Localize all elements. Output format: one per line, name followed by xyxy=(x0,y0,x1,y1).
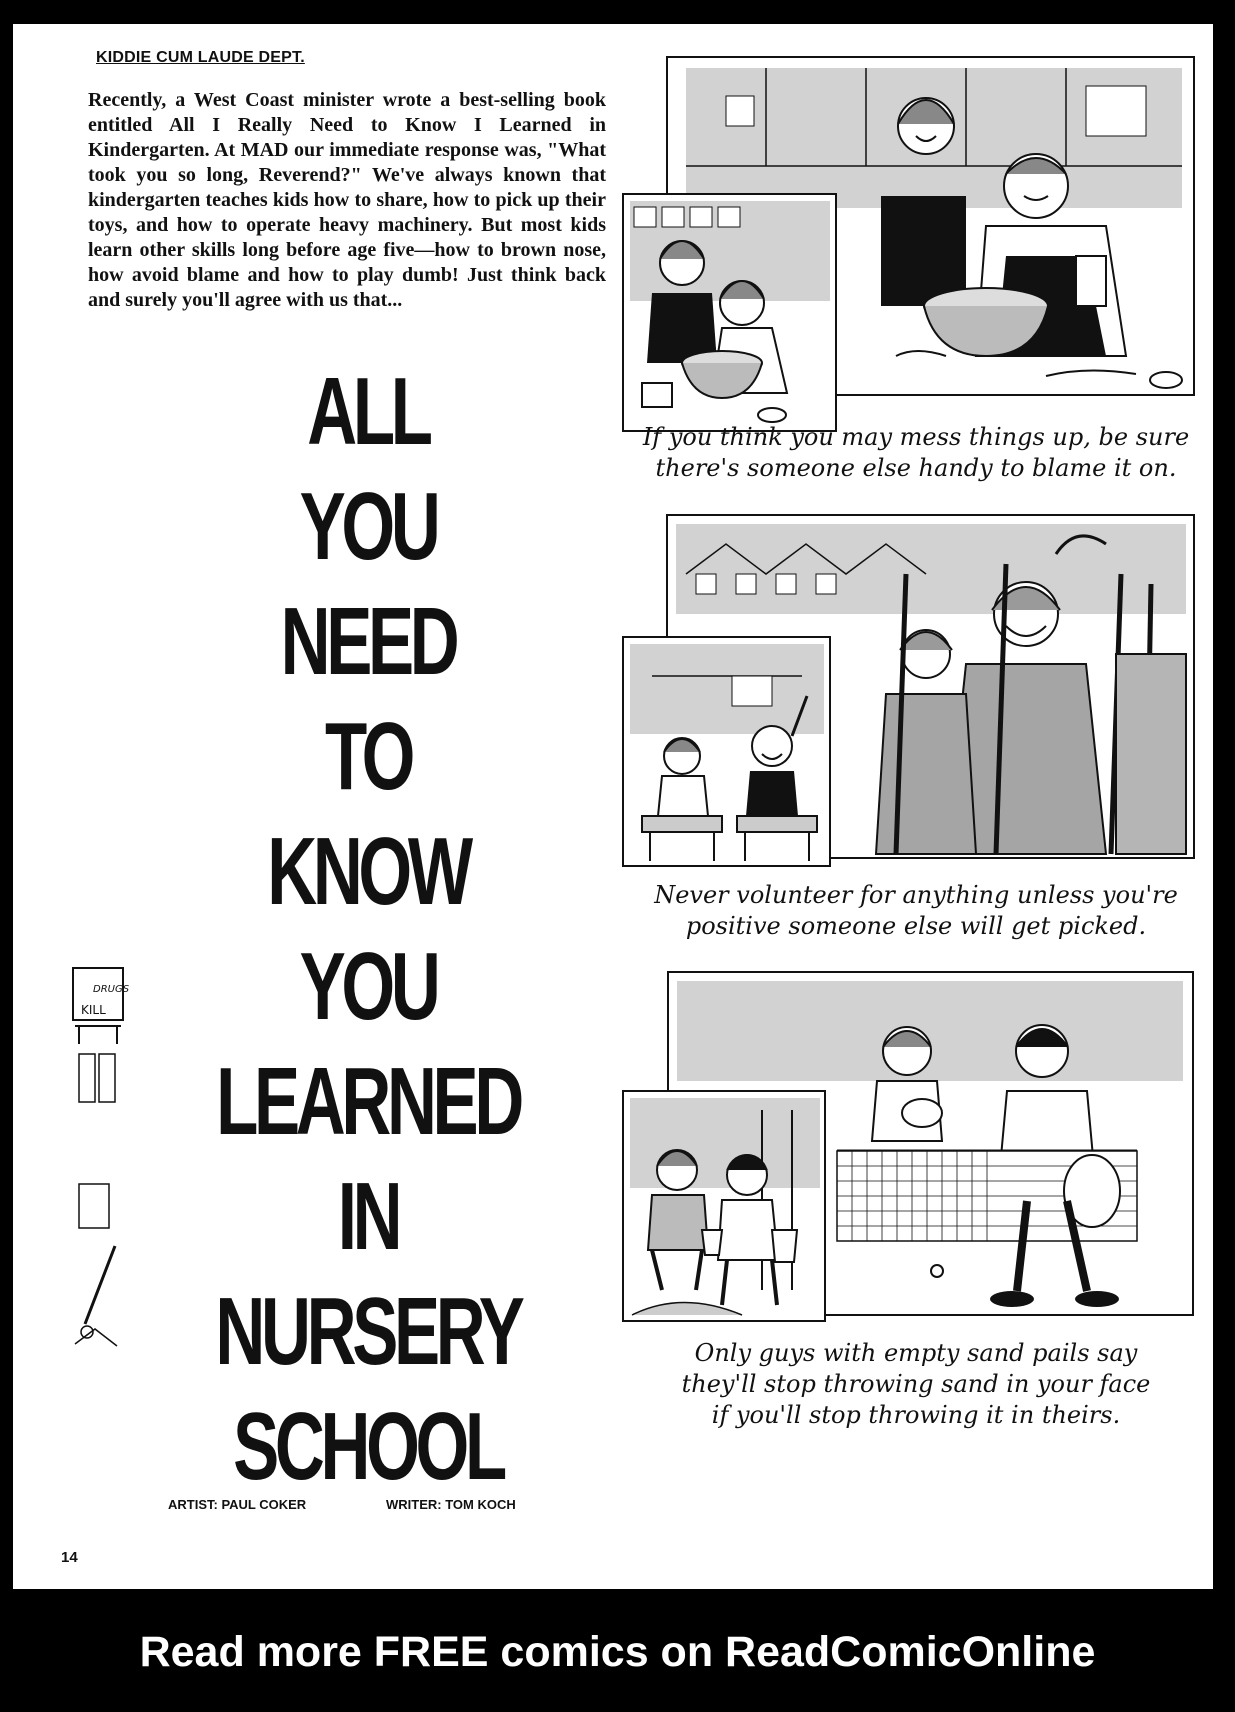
intro-paragraph: Recently, a West Coast minister wrote a best-selling book entitled All I Really Need to Know I Learned in Kindergarten. At MAD our immediate response was, "What took you so long, Reverend?" We've always known that kindergarten teaches kids how to share, how to pick up their toys, and how to operate heavy machinery. But most kids learn other skills long before age five—how to brown nose, how avoid blame and how to play dumb! Just think back and surely you'll agree with us that... xyxy=(88,89,606,311)
title-word: YOU xyxy=(299,933,437,1040)
title-word: TO xyxy=(324,703,412,810)
sandbox-inset-illustration xyxy=(622,1090,827,1323)
panel-soldiers-inset xyxy=(622,636,832,868)
artist-credit: ARTIST: PAUL COKER xyxy=(168,1497,307,1512)
sign-text-kill: KILL xyxy=(81,1003,106,1017)
writer-credit: WRITER: TOM KOCH xyxy=(386,1497,516,1512)
sign-text-drugs: DRUGS xyxy=(93,984,130,995)
panel-kitchen-inset xyxy=(622,193,838,433)
kindergarten-inset-illustration xyxy=(622,193,838,433)
caption-line: they'll stop throwing sand in your face xyxy=(681,1370,1151,1398)
promo-banner[interactable]: Read more FREE comics on ReadComicOnline xyxy=(139,1628,1096,1676)
caption-kitchen xyxy=(622,422,1210,484)
title-word: YOU xyxy=(299,473,437,580)
article-title xyxy=(153,354,583,1504)
caption-soldiers xyxy=(622,880,1210,942)
title-word: NURSERY xyxy=(215,1278,521,1385)
panel-tennis-inset xyxy=(622,1090,827,1323)
caption-line: there's someone else handy to blame it on. xyxy=(655,454,1177,482)
title-word: SCHOOL xyxy=(233,1393,503,1500)
caption-line: positive someone else will get picked. xyxy=(685,912,1147,940)
caption-line: Never volunteer for anything unless you're xyxy=(654,881,1178,909)
title-word: IN xyxy=(337,1163,399,1270)
department-label: KIDDIE CUM LAUDE DEPT. xyxy=(96,49,305,66)
comic-page xyxy=(13,24,1213,1589)
page-number: 14 xyxy=(61,1549,78,1566)
title-word: LEARNED xyxy=(216,1048,520,1155)
caption-line: if you'll stop throwing it in theirs. xyxy=(711,1401,1121,1429)
caption-line: Only guys with empty sand pails say xyxy=(694,1339,1138,1367)
caption-line: If you think you may mess things up, be sure xyxy=(642,423,1190,451)
margin-doodle-art xyxy=(65,954,137,1354)
title-word: NEED xyxy=(280,588,456,695)
title-word: ALL xyxy=(307,358,429,465)
title-word: KNOW xyxy=(267,818,469,925)
classroom-inset-illustration xyxy=(622,636,832,868)
margin-doodle xyxy=(65,954,137,1354)
caption-tennis xyxy=(622,1338,1210,1431)
